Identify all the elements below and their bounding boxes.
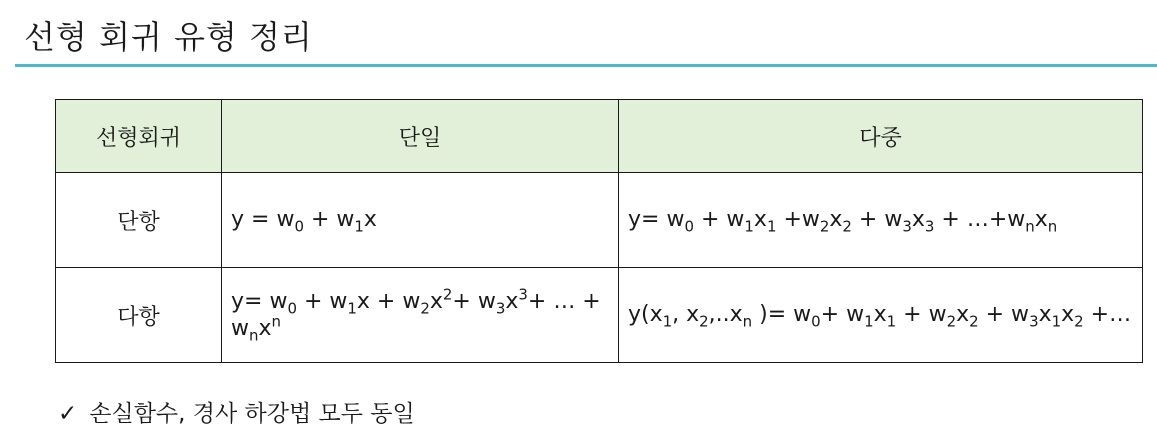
formula-text: + w (296, 288, 348, 314)
formula-text: x (505, 288, 519, 314)
formula-multiple-polynomial (619, 268, 1143, 363)
row-label-monomial: 단항 (56, 173, 222, 268)
formula-text: y= w (231, 288, 288, 314)
formula-text: + w (851, 207, 903, 233)
table-row (56, 173, 1143, 268)
subscript: n (1047, 217, 1058, 236)
superscript: 2 (442, 285, 453, 304)
regression-types-table (55, 99, 1143, 363)
subscript: 2 (842, 217, 852, 236)
header-multi: 다중 (619, 100, 1143, 173)
subscript: 3 (902, 217, 912, 236)
subscript: 2 (946, 312, 957, 331)
subscript: 1 (864, 312, 874, 331)
subscript: 0 (811, 312, 821, 331)
header-single: 단일 (222, 100, 619, 173)
subscript: n (742, 312, 753, 331)
subscript: 1 (354, 217, 364, 236)
subscript: 2 (969, 312, 979, 331)
subscript: 2 (819, 217, 830, 236)
formula-text: + w (896, 302, 947, 328)
formula-text: y = w (231, 207, 295, 233)
formula-text: + w (303, 207, 355, 233)
header-row (56, 100, 1143, 173)
formula-simple-monomial (222, 173, 619, 268)
formula-text: x (1038, 302, 1052, 328)
subscript: 3 (495, 298, 506, 317)
formula-text: x (363, 207, 377, 233)
formula-text: x (829, 207, 843, 233)
formula-text: x (1034, 207, 1048, 233)
formula-text: + w (452, 288, 496, 314)
formula-text: x + w (356, 288, 421, 314)
superscript: n (271, 312, 281, 331)
subscript: n (1025, 217, 1035, 236)
formula-text: +w (776, 207, 820, 233)
formula-text: + … + w (231, 288, 601, 341)
subscript: 2 (420, 298, 430, 317)
superscript: 3 (518, 285, 528, 304)
formula-simple-polynomial (222, 268, 619, 363)
formula-text: + w (693, 207, 745, 233)
formula-text: y(x (628, 302, 663, 328)
subscript: n (249, 326, 259, 345)
subscript: 1 (347, 298, 357, 317)
formula-text: x (911, 207, 925, 233)
formula-text: x (258, 316, 272, 341)
subscript: 3 (924, 217, 935, 236)
summary-note-text: 손실함수, 경사 하강법 모두 동일 (89, 401, 415, 427)
formula-multiple-monomial (619, 173, 1143, 268)
subscript: 1 (766, 217, 777, 236)
header-corner: 선형회귀 (56, 100, 222, 173)
subscript: 1 (744, 217, 754, 236)
formula-text: x (1061, 302, 1075, 328)
row-label-polynomial: 다항 (56, 268, 222, 363)
formula-text: , x (672, 302, 700, 328)
formula-text: + w (820, 302, 865, 328)
formula-text: x (873, 302, 887, 328)
formula-text: y= w (628, 207, 685, 233)
subscript: 0 (684, 217, 694, 236)
formula-text: x (753, 207, 767, 233)
formula-text: + w (978, 302, 1030, 328)
subscript: 1 (1051, 312, 1062, 331)
page-title: 선형 회귀 유형 정리 (24, 18, 313, 56)
formula-text: x (429, 288, 443, 314)
subscript: 1 (886, 312, 897, 331)
summary-note (58, 395, 415, 428)
subscript: 0 (294, 217, 304, 236)
subscript: 2 (1074, 312, 1084, 331)
subscript: 2 (699, 312, 709, 331)
formula-text: )= w (752, 302, 812, 328)
formula-text: + …+w (934, 207, 1026, 233)
subscript: 0 (287, 298, 297, 317)
formula-text: x (956, 302, 970, 328)
subscript: 1 (662, 312, 673, 331)
title-underline (15, 64, 1157, 67)
subscript: 3 (1029, 312, 1039, 331)
table-row (56, 268, 1143, 363)
formula-text: +… (1083, 302, 1132, 328)
formula-text: ,..x (708, 302, 743, 328)
checkmark-icon: ✓ (58, 401, 78, 427)
